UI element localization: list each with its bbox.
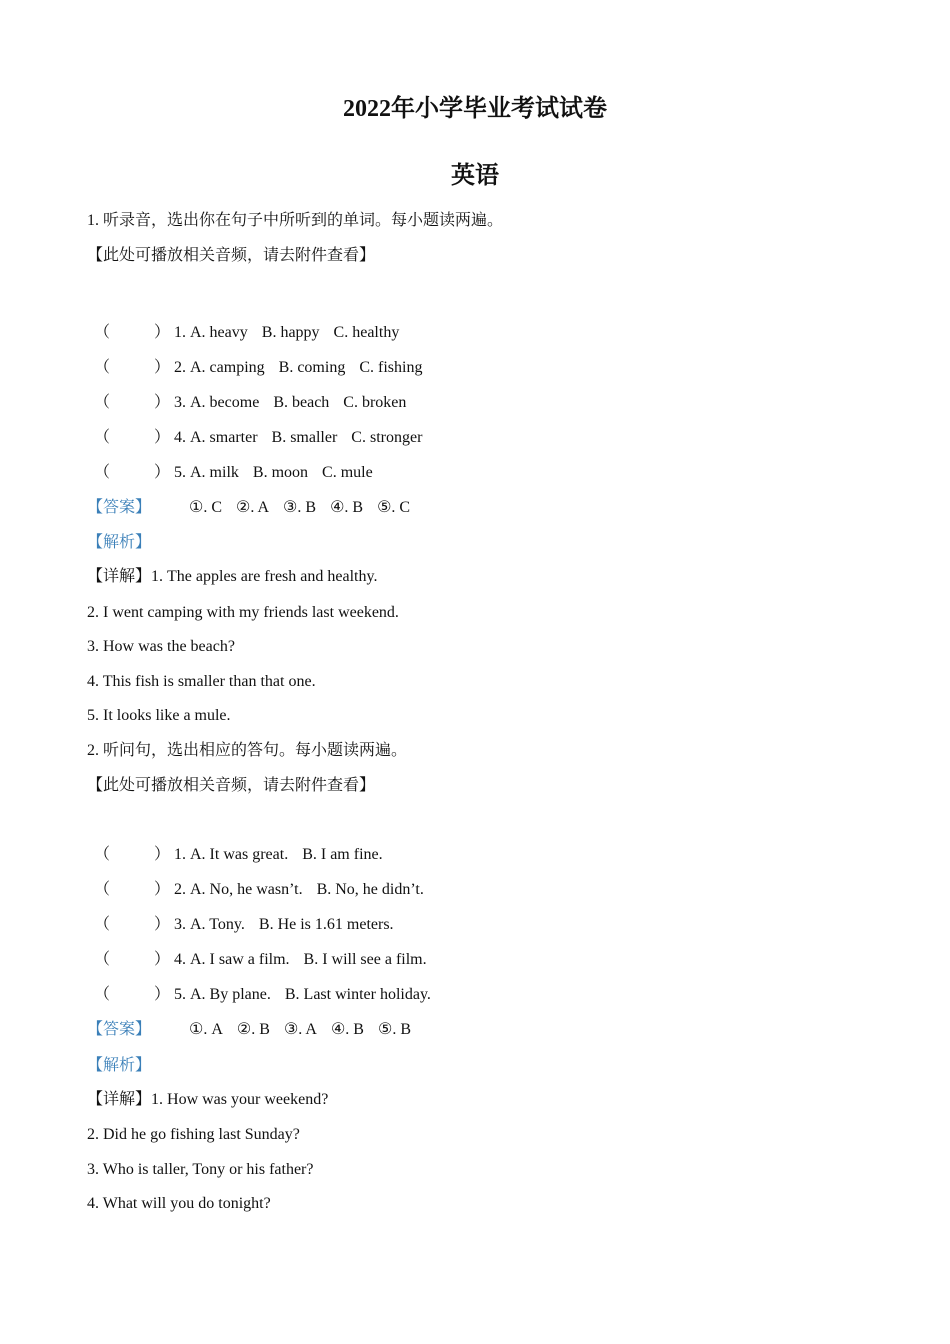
detail-line: 4. This fish is smaller than that one. (87, 673, 316, 690)
detail-line: 2. Did he go fishing last Sunday? (87, 1126, 300, 1143)
detail-line: 4. What will you do tonight? (87, 1195, 271, 1212)
detail-label: 【详解】 (87, 568, 152, 585)
exam-title: 2022年小学毕业考试试卷 (343, 96, 607, 122)
section2-analysis-label: 【解析】 (87, 1057, 152, 1074)
subject-title: 英语 (451, 163, 499, 189)
section1-audio-note: 【此处可播放相关音频，请去附件查看】 (87, 247, 376, 264)
answer-label: 【答案】 (87, 499, 152, 516)
detail-line: 3. How was the beach? (87, 638, 235, 655)
question-row: （ ） 5. A. milk B. moon C. mule (94, 464, 373, 481)
question-row: （ ） 1. A. heavy B. happy C. healthy (94, 324, 400, 341)
section2-detail: 【详解】1. How was your weekend? (87, 1091, 329, 1108)
section2-instruction: 2. 听问句，选出相应的答句。每小题读两遍。 (87, 742, 408, 759)
answer-label: 【答案】 (87, 1021, 152, 1038)
section2-answer: 【答案】 ①. A ②. B ③. A ④. B ⑤. B (87, 1021, 411, 1038)
question-row: （ ） 4. A. smarter B. smaller C. stronger (94, 429, 423, 446)
question-row: （ ） 2. A. camping B. coming C. fishing (94, 359, 423, 376)
question-row: （ ） 3. A. Tony. B. He is 1.61 meters. (94, 916, 394, 933)
section1-instruction: 1. 听录音，选出你在句子中所听到的单词。每小题读两遍。 (87, 212, 504, 229)
question-row: （ ） 4. A. I saw a film. B. I will see a film. (94, 951, 427, 968)
section1-answer: 【答案】 ①. C ②. A ③. B ④. B ⑤. C (87, 499, 411, 516)
section1-detail: 【详解】1. The apples are fresh and healthy. (87, 568, 378, 585)
question-row: （ ） 1. A. It was great. B. I am fine. (94, 846, 383, 863)
detail-label: 【详解】 (87, 1091, 152, 1108)
detail-line: 2. I went camping with my friends last weekend. (87, 604, 399, 621)
detail-line: 5. It looks like a mule. (87, 707, 231, 724)
question-row: （ ） 3. A. become B. beach C. broken (94, 394, 407, 411)
question-row: （ ） 2. A. No, he wasn’t. B. No, he didn’t. (94, 881, 424, 898)
section2-audio-note: 【此处可播放相关音频，请去附件查看】 (87, 777, 376, 794)
question-row: （ ） 5. A. By plane. B. Last winter holiday. (94, 986, 431, 1003)
detail-line: 3. Who is taller, Tony or his father? (87, 1161, 314, 1178)
section1-analysis-label: 【解析】 (87, 534, 152, 551)
